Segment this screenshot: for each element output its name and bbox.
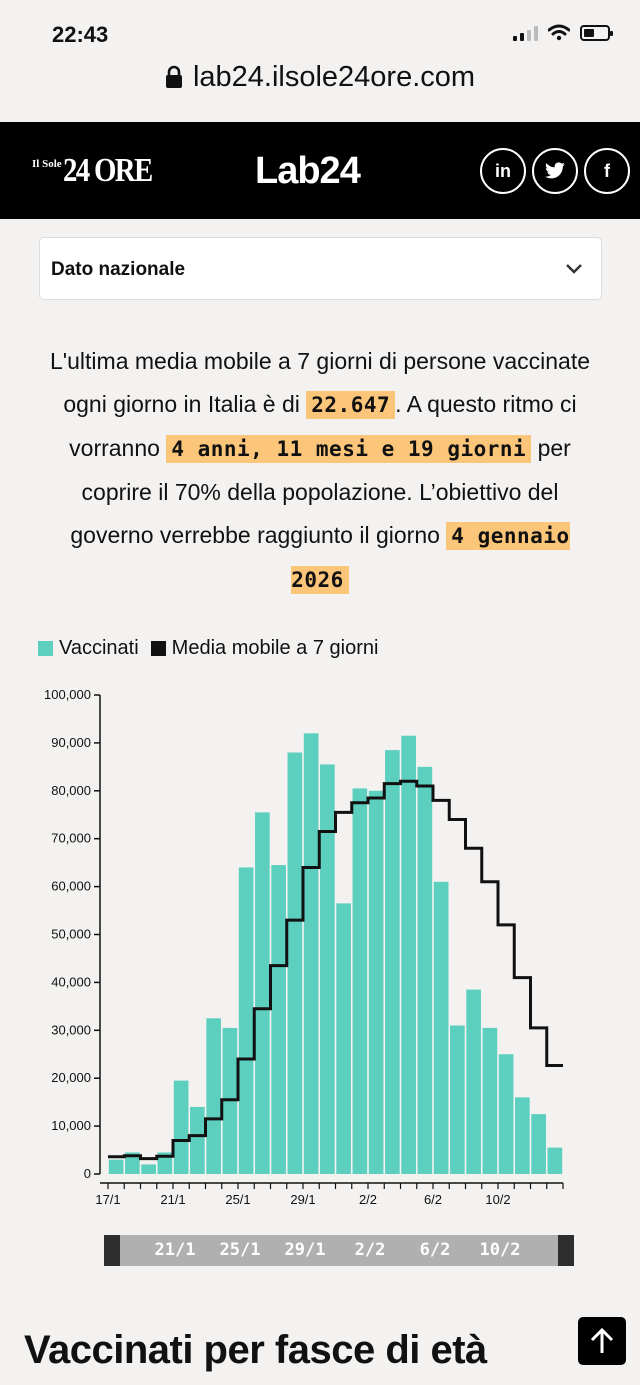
x-tick-label: 2/2 <box>358 1192 378 1205</box>
bar-27/1 <box>271 865 286 1174</box>
bar-8/2 <box>466 990 481 1174</box>
bar-3/2 <box>385 750 400 1174</box>
wifi-icon <box>548 24 570 41</box>
status-bar <box>0 0 640 64</box>
bar-23/1 <box>206 1018 221 1174</box>
bar-5/2 <box>418 767 433 1174</box>
chart-legend <box>38 637 390 660</box>
summary-text-2: . A questo ritmo ci vorranno <box>69 391 577 461</box>
bar-30/1 <box>320 764 335 1174</box>
bar-13/2 <box>548 1148 563 1174</box>
bar-1/2 <box>353 788 368 1174</box>
slider-label: 2/2 <box>354 1240 386 1260</box>
y-tick-label: 10,000 <box>51 1118 91 1134</box>
lock-icon <box>165 65 183 89</box>
bar-26/1 <box>255 812 270 1174</box>
bar-17/1 <box>109 1160 124 1174</box>
y-tick-label: 90,000 <box>51 734 91 750</box>
logo-big-text: 24 ORE <box>62 152 152 189</box>
status-time: 22:43 <box>52 22 109 47</box>
legend-swatch-bars <box>38 641 53 656</box>
linkedin-button[interactable]: in <box>480 148 526 194</box>
twitter-button[interactable] <box>532 148 578 194</box>
battery-icon <box>580 25 610 41</box>
bar-21/1 <box>174 1081 189 1174</box>
slider-label: 29/1 <box>284 1240 326 1260</box>
section-title: Vaccinati per fasce di età <box>24 1328 487 1372</box>
daily-average-value: 22.647 <box>306 391 395 419</box>
logo-small-text: Il Sole <box>32 158 62 170</box>
y-tick-label: 50,000 <box>51 926 91 942</box>
x-tick-label: 6/2 <box>423 1192 443 1205</box>
slider-label: 6/2 <box>419 1240 451 1260</box>
region-select-value: Dato nazionale <box>51 259 186 280</box>
slider-handle-right[interactable] <box>558 1235 574 1266</box>
bar-6/2 <box>434 882 449 1174</box>
y-tick-label: 0 <box>83 1166 91 1181</box>
x-tick-label: 29/1 <box>290 1192 316 1205</box>
facebook-button[interactable]: f <box>584 148 630 194</box>
bar-19/1 <box>141 1164 156 1174</box>
y-tick-label: 30,000 <box>51 1022 91 1038</box>
signal-icon <box>513 25 538 41</box>
y-tick-label: 70,000 <box>51 830 91 846</box>
date-range-slider[interactable] <box>104 1235 574 1266</box>
vaccination-chart <box>0 675 640 1205</box>
address-bar[interactable] <box>0 56 640 98</box>
bar-7/2 <box>450 1026 465 1174</box>
bar-4/2 <box>401 736 416 1174</box>
bar-11/2 <box>515 1097 530 1174</box>
legend-item-media[interactable] <box>151 637 379 660</box>
status-icons <box>513 24 610 41</box>
back-to-top-button[interactable] <box>578 1317 626 1365</box>
legend-swatch-line <box>151 641 166 656</box>
slider-label: 25/1 <box>219 1240 261 1260</box>
sole24ore-logo[interactable] <box>32 152 167 190</box>
bar-25/1 <box>239 867 254 1174</box>
y-tick-label: 60,000 <box>51 878 91 894</box>
legend-item-vaccinati[interactable] <box>38 637 139 660</box>
target-date-value: 4 gennaio 2026 <box>291 524 570 592</box>
bar-9/2 <box>483 1028 498 1174</box>
legend-label-line: Media mobile a 7 giorni <box>171 637 379 659</box>
y-tick-label: 100,000 <box>44 687 91 702</box>
summary-text-3: per coprire il 70% della popolazione. L’obiettivo del governo verrebbe raggiunto il giorno <box>70 435 571 548</box>
bar-22/1 <box>190 1107 205 1174</box>
bar-31/1 <box>336 903 351 1174</box>
x-tick-label: 21/1 <box>160 1192 186 1205</box>
y-tick-label: 80,000 <box>51 782 91 798</box>
bar-10/2 <box>499 1054 514 1174</box>
lab24-logo[interactable]: Lab24 <box>255 150 360 192</box>
x-tick-label: 25/1 <box>225 1192 251 1205</box>
bar-12/2 <box>531 1114 546 1174</box>
region-select[interactable] <box>39 237 602 300</box>
url-text: lab24.ilsole24ore.com <box>192 60 476 93</box>
twitter-icon <box>544 162 566 180</box>
bar-28/1 <box>288 752 303 1174</box>
slider-labels <box>104 1235 574 1266</box>
bar-2/2 <box>369 791 384 1174</box>
bar-29/1 <box>304 733 319 1174</box>
legend-label-bars: Vaccinati <box>59 637 139 659</box>
slider-label: 21/1 <box>154 1240 196 1260</box>
arrow-up-icon <box>589 1327 615 1355</box>
chevron-down-icon <box>565 258 583 278</box>
slider-label: 10/2 <box>479 1240 521 1260</box>
time-remaining-value: 4 anni, 11 mesi e 19 giorni <box>166 435 531 463</box>
y-tick-label: 20,000 <box>51 1070 91 1086</box>
social-links <box>480 148 630 194</box>
x-tick-label: 17/1 <box>95 1192 121 1205</box>
site-header <box>0 122 640 219</box>
x-tick-label: 10/2 <box>485 1192 511 1205</box>
y-tick-label: 40,000 <box>51 974 91 990</box>
summary-text-1: L'ultima media mobile a 7 giorni di persone vaccinate ogni giorno in Italia è di <box>49 348 591 417</box>
summary-text <box>40 340 600 602</box>
